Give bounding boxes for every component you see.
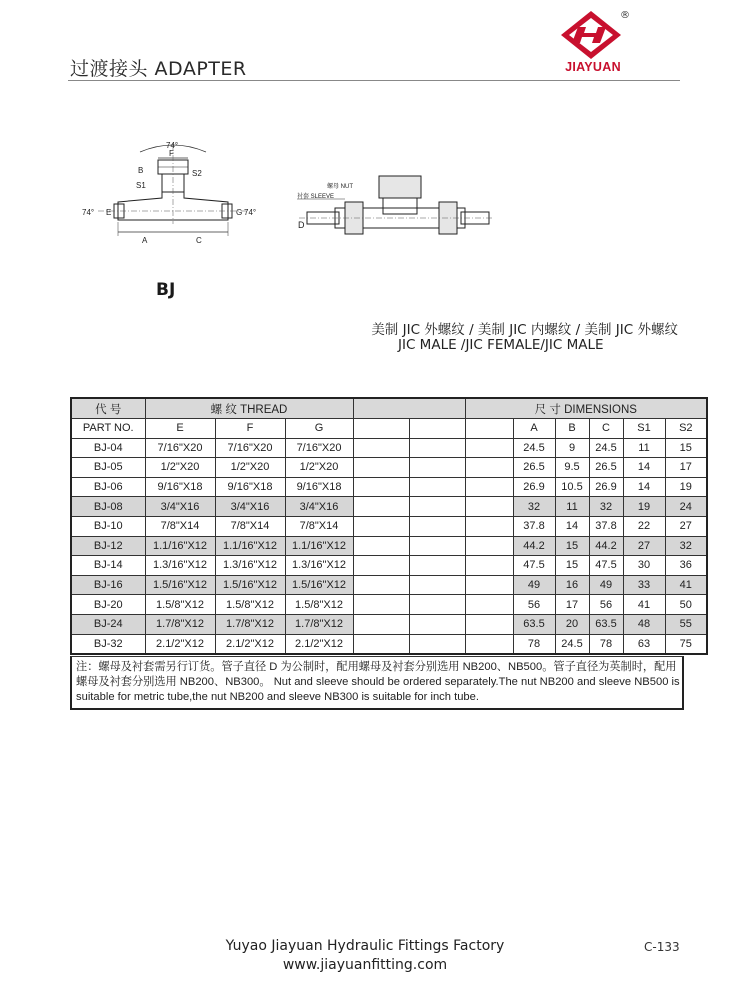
cell-f: 1/2"X20: [215, 458, 285, 478]
blank-cell: [465, 595, 513, 615]
table-row: [71, 595, 707, 615]
cell-s2: 36: [665, 556, 707, 576]
cell-e: 9/16"X18: [145, 477, 215, 497]
cell-c: 32: [589, 497, 623, 517]
column-header-10: S2: [665, 419, 707, 439]
cell-part: BJ-20: [71, 595, 145, 615]
cell-f: 9/16"X18: [215, 477, 285, 497]
cell-a: 44.2: [513, 536, 555, 556]
cell-a: 26.9: [513, 477, 555, 497]
blank-cell: [409, 516, 465, 536]
blank-cell: [409, 575, 465, 595]
cell-f: 1.5/8"X12: [215, 595, 285, 615]
cell-s1: 41: [623, 595, 665, 615]
cell-c: 78: [589, 634, 623, 654]
cell-e: 1.5/16"X12: [145, 575, 215, 595]
cell-b: 16: [555, 575, 589, 595]
cell-c: 24.5: [589, 438, 623, 458]
cell-s1: 63: [623, 634, 665, 654]
c-label: C: [196, 236, 202, 245]
table-group-header: [71, 398, 707, 419]
angle-left-label: 74°: [82, 208, 95, 217]
d-label: D: [298, 220, 305, 230]
cell-part: BJ-14: [71, 556, 145, 576]
cell-g: 7/8"X14: [285, 516, 353, 536]
dimensions-group-header: 尺 寸 DIMENSIONS: [465, 398, 707, 419]
blank-cell: [353, 458, 409, 478]
cell-e: 1.7/8"X12: [145, 614, 215, 634]
description-en: JIC MALE /JIC FEMALE/JIC MALE: [398, 337, 604, 353]
cell-b: 9: [555, 438, 589, 458]
table-row: [71, 556, 707, 576]
nut-label: 螺母 NUT: [327, 184, 353, 190]
cell-e: 1.1/16"X12: [145, 536, 215, 556]
blank-cell: [465, 497, 513, 517]
blank-cell: [409, 614, 465, 634]
cell-a: 78: [513, 634, 555, 654]
cell-c: 63.5: [589, 614, 623, 634]
blank-header-cell: [353, 419, 409, 439]
table-column-header: [71, 419, 707, 439]
cell-e: 1/2"X20: [145, 458, 215, 478]
column-header-3: G: [285, 419, 353, 439]
blank-cell: [465, 536, 513, 556]
cell-a: 24.5: [513, 438, 555, 458]
cell-part: BJ-16: [71, 575, 145, 595]
cell-c: 26.5: [589, 458, 623, 478]
cell-s2: 75: [665, 634, 707, 654]
table-row: [71, 614, 707, 634]
blank-cell: [353, 614, 409, 634]
column-header-2: F: [215, 419, 285, 439]
blank-cell: [465, 516, 513, 536]
header-divider: [68, 80, 680, 81]
blank-cell: [409, 595, 465, 615]
cell-b: 15: [555, 556, 589, 576]
table-row: [71, 634, 707, 654]
cell-e: 1.5/8"X12: [145, 595, 215, 615]
blank-cell: [465, 614, 513, 634]
cell-e: 3/4"X16: [145, 497, 215, 517]
cell-part: BJ-06: [71, 477, 145, 497]
blank-cell: [465, 575, 513, 595]
blank-header-cell: [465, 419, 513, 439]
g-label: G: [236, 208, 243, 217]
cell-s2: 27: [665, 516, 707, 536]
cell-c: 26.9: [589, 477, 623, 497]
blank-group-header: [353, 398, 465, 419]
cell-c: 44.2: [589, 536, 623, 556]
s1-label: S1: [136, 181, 146, 190]
angle-right-label: 74°: [244, 208, 257, 217]
thread-group-header: 螺 纹 THREAD: [145, 398, 353, 419]
blank-cell: [353, 556, 409, 576]
b-label: B: [138, 166, 144, 175]
blank-cell: [465, 438, 513, 458]
page-number: C-133: [644, 940, 680, 954]
cell-part: BJ-05: [71, 458, 145, 478]
angle-top-label: 74°: [166, 141, 179, 150]
e-label: E: [106, 208, 112, 217]
blank-cell: [353, 438, 409, 458]
cell-g: 1.7/8"X12: [285, 614, 353, 634]
cell-g: 1.5/16"X12: [285, 575, 353, 595]
cell-b: 20: [555, 614, 589, 634]
cell-e: 7/8"X14: [145, 516, 215, 536]
cell-b: 24.5: [555, 634, 589, 654]
cell-s1: 30: [623, 556, 665, 576]
a-label: A: [142, 236, 148, 245]
cell-s2: 41: [665, 575, 707, 595]
table-row: [71, 458, 707, 478]
column-header-9: S1: [623, 419, 665, 439]
blank-cell: [409, 634, 465, 654]
cell-c: 49: [589, 575, 623, 595]
blank-cell: [353, 516, 409, 536]
cell-s1: 33: [623, 575, 665, 595]
cell-s1: 27: [623, 536, 665, 556]
cell-b: 17: [555, 595, 589, 615]
cell-s1: 14: [623, 477, 665, 497]
blank-cell: [465, 634, 513, 654]
cell-c: 56: [589, 595, 623, 615]
cell-g: 1.1/16"X12: [285, 536, 353, 556]
blank-cell: [409, 477, 465, 497]
cell-s2: 32: [665, 536, 707, 556]
cell-c: 37.8: [589, 516, 623, 536]
cell-b: 10.5: [555, 477, 589, 497]
cell-f: 1.7/8"X12: [215, 614, 285, 634]
blank-cell: [465, 458, 513, 478]
brand-name: JIAYUAN: [565, 60, 621, 74]
cell-f: 1.5/16"X12: [215, 575, 285, 595]
blank-cell: [353, 595, 409, 615]
blank-cell: [465, 477, 513, 497]
cell-s2: 50: [665, 595, 707, 615]
cell-b: 15: [555, 536, 589, 556]
assembly-drawing: [295, 168, 495, 258]
cell-e: 7/16"X20: [145, 438, 215, 458]
cell-a: 56: [513, 595, 555, 615]
cell-a: 26.5: [513, 458, 555, 478]
model-code: BJ: [156, 280, 176, 300]
blank-cell: [465, 556, 513, 576]
column-header-6: A: [513, 419, 555, 439]
blank-cell: [353, 575, 409, 595]
column-header-0: PART NO.: [71, 419, 145, 439]
page-title: 过渡接头 ADAPTER: [70, 58, 247, 80]
cell-part: BJ-24: [71, 614, 145, 634]
note-text: 注：螺母及衬套需另行订货。管子直径 D 为公制时，配用螺母及衬套分别选用 NB200、NB500。管子直径为英制时，配用螺母及衬套分别选用 NB200、NB300。 Nut and sleeve should be ordered separately.The nut NB200 and sleeve NB500 is suitable for metric tube,the nut NB200 and sleeve NB300 is suitable for inch tube.: [70, 656, 684, 710]
cell-c: 47.5: [589, 556, 623, 576]
cell-f: 3/4"X16: [215, 497, 285, 517]
cell-g: 2.1/2"X12: [285, 634, 353, 654]
cell-s1: 11: [623, 438, 665, 458]
cell-g: 1.3/16"X12: [285, 556, 353, 576]
cell-b: 9.5: [555, 458, 589, 478]
cell-b: 14: [555, 516, 589, 536]
cell-e: 1.3/16"X12: [145, 556, 215, 576]
footer-company: Yuyao Jiayuan Hydraulic Fittings Factory: [225, 938, 505, 954]
cell-a: 49: [513, 575, 555, 595]
cell-s1: 22: [623, 516, 665, 536]
cell-f: 1.1/16"X12: [215, 536, 285, 556]
cell-part: BJ-04: [71, 438, 145, 458]
cell-s2: 17: [665, 458, 707, 478]
cell-a: 63.5: [513, 614, 555, 634]
table-row: [71, 497, 707, 517]
blank-cell: [409, 438, 465, 458]
column-header-8: C: [589, 419, 623, 439]
tee-dimension-drawing: [78, 140, 268, 250]
cell-s2: 24: [665, 497, 707, 517]
spec-table: [70, 397, 708, 655]
blank-cell: [353, 634, 409, 654]
cell-s2: 55: [665, 614, 707, 634]
cell-e: 2.1/2"X12: [145, 634, 215, 654]
cell-g: 1.5/8"X12: [285, 595, 353, 615]
cell-s1: 48: [623, 614, 665, 634]
f-label: F: [169, 149, 174, 158]
cell-g: 3/4"X16: [285, 497, 353, 517]
cell-s1: 19: [623, 497, 665, 517]
table-row: [71, 477, 707, 497]
blank-cell: [353, 477, 409, 497]
blank-cell: [409, 497, 465, 517]
cell-g: 9/16"X18: [285, 477, 353, 497]
blank-cell: [409, 458, 465, 478]
cell-part: BJ-08: [71, 497, 145, 517]
logo-mark-icon: [560, 10, 622, 60]
table-row: [71, 438, 707, 458]
blank-cell: [353, 497, 409, 517]
description-cn: 美制 JIC 外螺纹 / 美制 JIC 内螺纹 / 美制 JIC 外螺纹: [371, 322, 678, 338]
sleeve-label: 衬套 SLEEVE: [297, 194, 335, 200]
cell-part: BJ-32: [71, 634, 145, 654]
cell-a: 47.5: [513, 556, 555, 576]
code-group-header: 代 号: [71, 398, 145, 419]
cell-s2: 15: [665, 438, 707, 458]
registered-mark: ®: [620, 10, 630, 21]
blank-cell: [353, 536, 409, 556]
footer-website: www.jiayuanfitting.com: [282, 957, 448, 973]
cell-f: 7/16"X20: [215, 438, 285, 458]
table-row: [71, 575, 707, 595]
table-row: [71, 516, 707, 536]
cell-part: BJ-12: [71, 536, 145, 556]
cell-s2: 19: [665, 477, 707, 497]
s2-label: S2: [192, 169, 202, 178]
cell-a: 32: [513, 497, 555, 517]
cell-a: 37.8: [513, 516, 555, 536]
blank-cell: [409, 556, 465, 576]
cell-f: 2.1/2"X12: [215, 634, 285, 654]
cell-s1: 14: [623, 458, 665, 478]
blank-header-cell: [409, 419, 465, 439]
cell-part: BJ-10: [71, 516, 145, 536]
column-header-7: B: [555, 419, 589, 439]
jiayuan-logo: [556, 10, 630, 74]
cell-g: 7/16"X20: [285, 438, 353, 458]
cell-b: 11: [555, 497, 589, 517]
cell-g: 1/2"X20: [285, 458, 353, 478]
column-header-1: E: [145, 419, 215, 439]
cell-f: 7/8"X14: [215, 516, 285, 536]
cell-f: 1.3/16"X12: [215, 556, 285, 576]
table-row: [71, 536, 707, 556]
blank-cell: [409, 536, 465, 556]
